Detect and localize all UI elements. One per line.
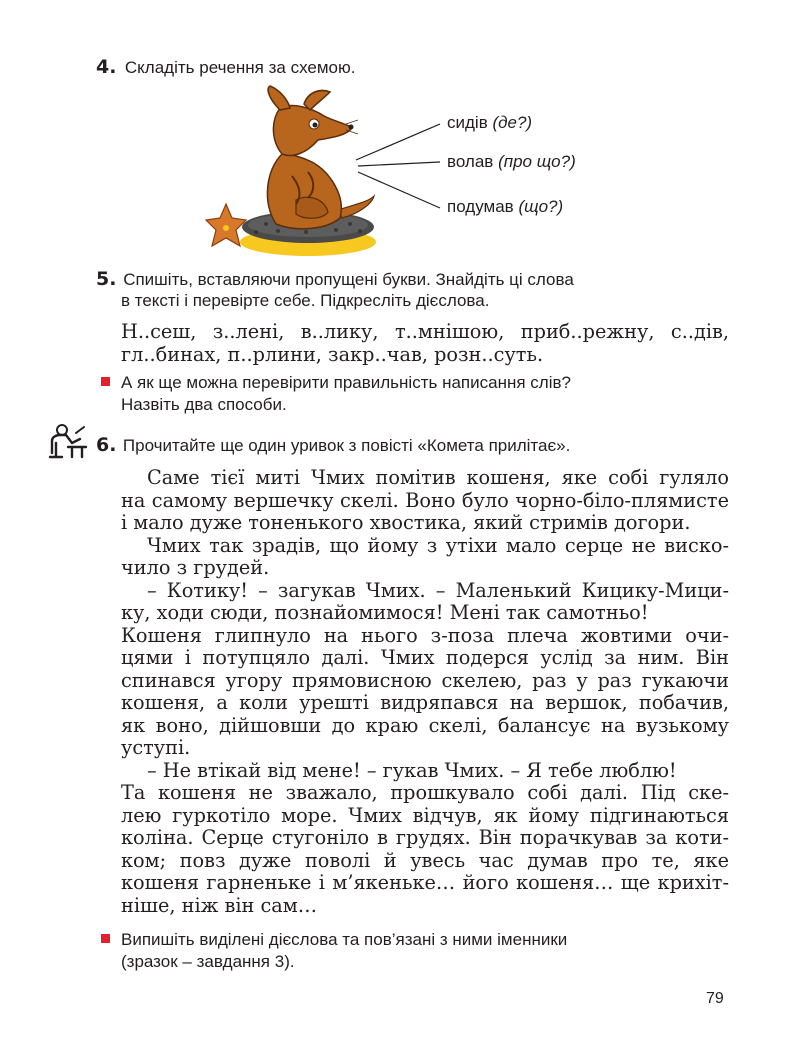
scheme-line-3 [358,172,440,208]
story-line: – Не втікай від мене! – гукав Чмих. – Я тебе люблю! [147,758,677,782]
story-line: ком; повз дуже поволі й увесь час думав про те, яке [121,848,729,872]
task-6-heading [96,434,570,457]
task-text: Складіть речення за схемою. [124,58,356,77]
story-line: кошеня гарненьке і м’якеньке… його кошеня… ще крихіт- [121,871,729,894]
scheme-line-2 [358,162,440,166]
scheme-question: (про що?) [498,152,576,171]
scheme-line-1 [356,124,440,160]
scheme-word: волав [447,152,494,171]
scheme-question: (де?) [492,113,533,132]
task6-question-line-2: (зразок – завдання 3). [121,952,295,971]
writing-pupil-icon [46,423,88,459]
story-line: спинався угору прямовисною скелею, раз у раз гукаючи [121,668,729,692]
story-text [121,467,729,917]
story-line: лею гуркотіло море. Чмих відчув, як йому підгинаються [121,803,729,827]
task-number: 6. [96,434,117,456]
task-5-heading [96,268,696,291]
task-number: 4. [96,56,117,78]
character-head [273,106,352,156]
story-line: кошеня, а коли урешті видряпався на вершок, побачив, [121,691,729,714]
scheme-lines [350,110,450,220]
task-text-line-1: Спишіть, вставляючи пропущені букви. Знайдіть ці слова [123,270,574,289]
task5-question-line-1: А як ще можна перевірити правильність написання слів? [121,373,571,392]
story-line: і мало дуже тоненького хвостика, який стримів догори. [121,511,691,534]
scheme-item-2 [447,152,576,172]
bullet-icon [101,377,110,386]
story-line: Та кошеня не зважало, прошкувало собі далі. Під ске- [121,781,729,804]
task6-question-line-1: Випишіть виділені дієслова та пов’язані з ними іменники [121,930,568,949]
task-4-heading [96,56,355,79]
page-number: 79 [706,990,724,1007]
scheme-item-3 [447,197,563,217]
task-text-line-2: в тексті і перевірте себе. Підкресліть дієслова. [121,291,490,310]
story-line: уступі. [121,736,191,759]
story-line: коліна. Серце стугоніло в грудях. Він порачкував за коти- [121,826,729,849]
words-line-2: гл..бинах, п..рлини, закр..чав, розн..суть. [121,343,544,366]
task-text: Прочитайте ще один уривок з повісті «Комета прилітає». [122,436,571,455]
story-line: як воно, дійшовши до краю скелі, балансує на вузькому [121,713,729,737]
story-line: Саме тієї миті Чмих помітив кошеня, яке собі гуляло [147,466,729,489]
task-number: 5. [96,268,117,290]
story-line: цями і потупцяло далі. Чмих подерся услід за ним. Він [121,646,729,669]
story-line: чило з грудей. [121,556,270,579]
task5-question-line-2: Назвіть два способи. [121,395,287,414]
story-line: Кошеня глипнуло на нього з-поза плеча жовтими очи- [121,623,729,647]
words-line-1: Н..сеш, з..лені, в..лику, т..мнішою, приб..режну, с..дів, [121,320,729,343]
scheme-question: (що?) [518,197,564,216]
scheme-word: подумав [447,197,514,216]
story-line: Чмих так зрадів, що йому з утіхи мало серце не виско- [147,533,729,557]
story-line: – Котику! – загукав Чмих. – Маленький Кицику-Мици- [147,578,729,602]
story-line: ніше, ніж він сам… [121,893,318,917]
bullet-icon [101,934,110,943]
story-line: на самому вершечку скелі. Воно було чорно-біло-плямисте [121,488,729,512]
scheme-item-1 [447,113,532,133]
scheme-word: сидів [447,113,488,132]
story-line: ку, ходи сюди, познайомимося! Мені так самотньо! [121,601,649,624]
